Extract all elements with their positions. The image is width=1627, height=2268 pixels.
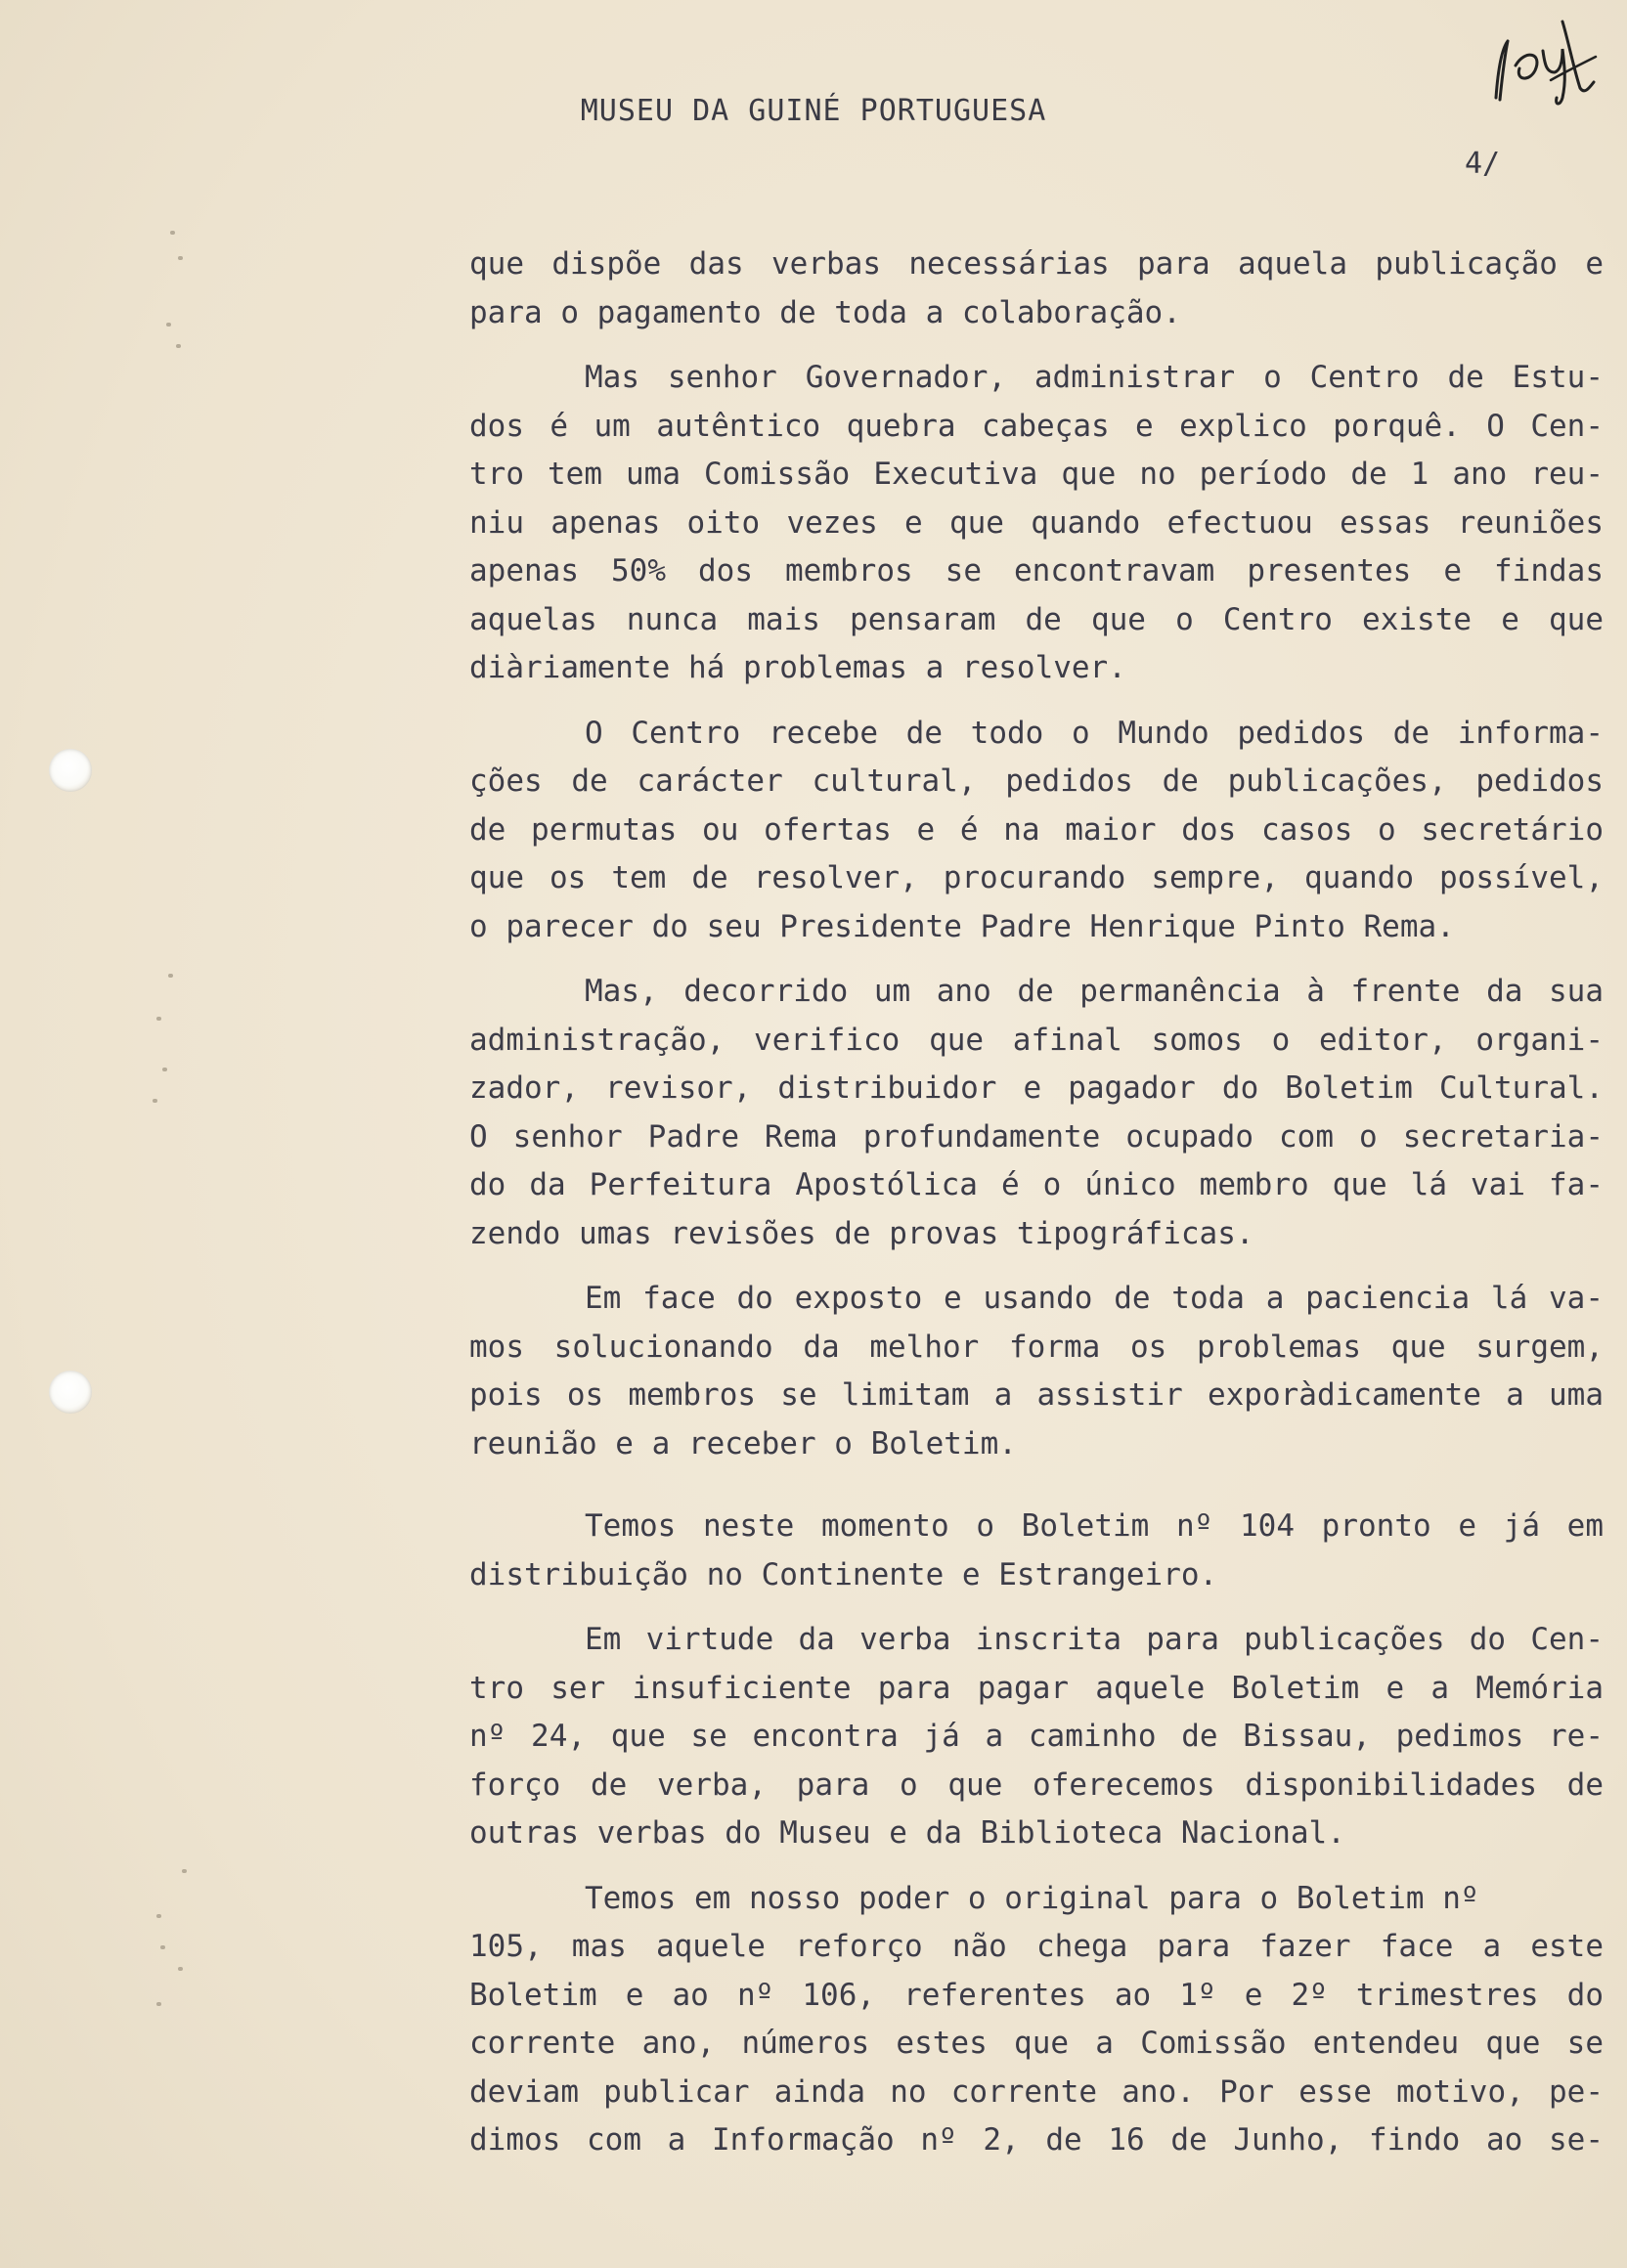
- paper-speck: [178, 256, 183, 260]
- paper-speck: [160, 1945, 165, 1949]
- text-line: aquelas nunca mais pensaram de que o Centro existe e que: [469, 601, 1604, 637]
- text-line: zendo umas revisões de provas tipográficas.: [469, 1215, 1254, 1251]
- paragraph: [469, 1503, 1618, 1599]
- text-line: tro ser insuficiente para pagar aquele Boletim e a Memória: [469, 1670, 1604, 1706]
- punch-hole: [49, 749, 92, 792]
- paper-speck: [176, 344, 181, 348]
- paper-speck: [156, 1914, 161, 1918]
- text-line: outras verbas do Museu e da Biblioteca Nacional.: [469, 1815, 1345, 1851]
- text-line: tro tem uma Comissão Executiva que no período de 1 ano reu-: [469, 457, 1604, 492]
- page-number: 4/: [1465, 147, 1501, 181]
- text-line: administração, verifico que afinal somos o editor, organi-: [469, 1022, 1604, 1058]
- text-line: para o pagamento de toda a colaboração.: [469, 294, 1181, 330]
- paper-speck: [153, 1099, 157, 1103]
- paragraph: [469, 968, 1618, 1258]
- paper-speck: [156, 2002, 161, 2006]
- text-line: Mas senhor Governador, administrar o Centro de Estu-: [585, 360, 1604, 395]
- text-line: reunião e a receber o Boletim.: [469, 1425, 1017, 1461]
- text-line: nº 24, que se encontra já a caminho de Bissau, pedimos re-: [469, 1719, 1604, 1754]
- text-line: Em virtude da verba inscrita para publicações do Cen-: [585, 1622, 1604, 1657]
- paragraph: [469, 354, 1618, 693]
- text-line: dos é um autêntico quebra cabeças e explico porquê. O Cen-: [469, 408, 1604, 444]
- text-line: que os tem de resolver, procurando sempre, quando possível,: [469, 860, 1604, 895]
- text-line: forço de verba, para o que oferecemos disponibilidades de: [469, 1766, 1604, 1803]
- text-line: dimos com a Informação nº 2, de 16 de Junho, findo ao se-: [469, 2122, 1604, 2158]
- text-line: Mas, decorrido um ano de permanência à frente da sua: [585, 974, 1604, 1009]
- text-line: niu apenas oito vezes e que quando efectuou essas reuniões: [469, 504, 1604, 541]
- paper-speck: [156, 1017, 161, 1021]
- letter-body: [469, 240, 1618, 2165]
- text-line: de permutas ou ofertas e é na maior dos casos o secretário: [469, 811, 1604, 848]
- paper-speck: [170, 231, 175, 235]
- punch-hole: [49, 1371, 92, 1414]
- text-line: ções de carácter cultural, pedidos de publicações, pedidos: [469, 763, 1604, 799]
- paragraph: [469, 1616, 1618, 1858]
- text-line: Temos neste momento o Boletim nº 104 pronto e já em: [585, 1508, 1604, 1544]
- paragraph: [469, 240, 1618, 337]
- text-line: distribuição no Continente e Estrangeiro.: [469, 1556, 1218, 1592]
- text-line: Boletim e ao nº 106, referentes ao 1º e 2º trimestres do: [469, 1977, 1604, 2013]
- text-line: deviam publicar ainda no corrente ano. Por esse motivo, pe-: [469, 2073, 1604, 2110]
- paper-speck: [162, 1068, 167, 1071]
- text-line: Em face do exposto e usando de toda a paciencia lá va-: [585, 1281, 1604, 1316]
- paragraph: [469, 1875, 1618, 2165]
- text-line: mos solucionando da melhor forma os problemas que surgem,: [469, 1329, 1604, 1365]
- text-line: pois os membros se limitam a assistir exporàdicamente a uma: [469, 1377, 1604, 1413]
- text-line: 105, mas aquele reforço não chega para fazer face a este: [469, 1929, 1604, 1964]
- text-line: o parecer do seu Presidente Padre Henrique Pinto Rema.: [469, 908, 1455, 944]
- text-line: O Centro recebe de todo o Mundo pedidos de informa-: [585, 715, 1604, 751]
- paper-speck: [168, 974, 173, 978]
- paper-speck: [182, 1869, 187, 1873]
- text-line: que dispõe das verbas necessárias para aquela publicação e: [469, 246, 1604, 282]
- paper-speck: [178, 1967, 183, 1971]
- text-line: Temos em nosso poder o original para o Boletim nº: [585, 1880, 1479, 1916]
- paragraph: [469, 710, 1618, 952]
- letterhead-title: MUSEU DA GUINÉ PORTUGUESA: [580, 94, 1047, 128]
- text-line: do da Perfeitura Apostólica é o único membro que lá vai fa-: [469, 1167, 1604, 1202]
- paper-speck: [166, 323, 171, 327]
- paragraph: [469, 1275, 1618, 1468]
- text-line: corrente ano, números estes que a Comissão entendeu que se: [469, 2026, 1604, 2061]
- text-line: O senhor Padre Rema profundamente ocupado com o secretaria-: [469, 1118, 1604, 1155]
- text-line: zador, revisor, distribuidor e pagador do Boletim Cultural.: [469, 1070, 1604, 1106]
- text-line: apenas 50% dos membros se encontravam presentes e findas: [469, 553, 1604, 589]
- text-line: diàriamente há problemas a resolver.: [469, 650, 1126, 685]
